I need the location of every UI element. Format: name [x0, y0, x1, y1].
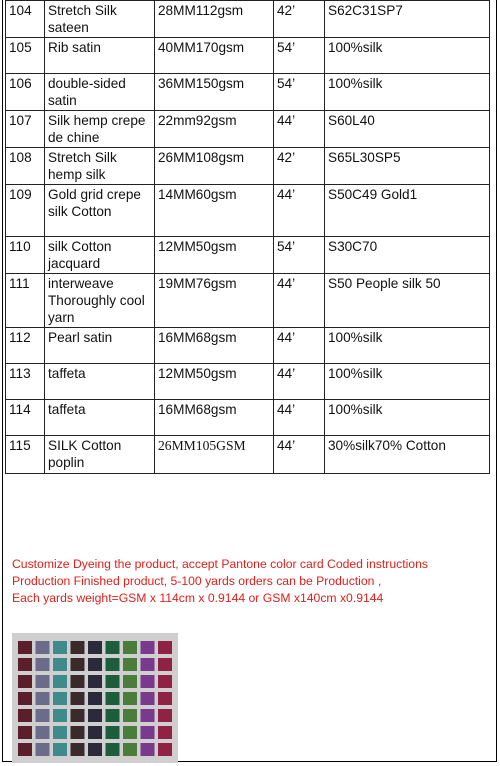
fabric-swatch — [53, 726, 67, 739]
composition-cell: 100%silk — [325, 364, 490, 400]
composition-cell: 100%silk — [325, 38, 490, 74]
fabric-swatch — [158, 709, 172, 722]
fabric-name-cell: interweave Thoroughly cool yarn — [45, 274, 155, 328]
fabric-spec-table — [5, 0, 490, 474]
fabric-swatch — [106, 692, 120, 705]
item-number-cell: 111 — [6, 274, 45, 328]
composition-cell: S50 People silk 50 — [325, 274, 490, 328]
fabric-swatch — [141, 726, 155, 739]
weight-cell: 14MM60gsm — [155, 185, 274, 237]
fabric-swatch — [88, 743, 102, 756]
fabric-swatch — [71, 743, 85, 756]
item-number-cell: 108 — [6, 148, 45, 185]
width-cell: 44’ — [274, 274, 325, 328]
fabric-swatch — [106, 743, 120, 756]
weight-cell: 16MM68gsm — [155, 328, 274, 364]
fabric-swatch — [141, 743, 155, 756]
fabric-swatch — [71, 675, 85, 688]
fabric-swatch — [88, 726, 102, 739]
weight-cell: 16MM68gsm — [155, 400, 274, 436]
fabric-name-cell: double-sided satin — [45, 74, 155, 111]
composition-cell: 100%silk — [325, 74, 490, 111]
item-number-cell: 106 — [6, 74, 45, 111]
table-row — [6, 38, 490, 74]
table-row — [6, 111, 490, 148]
table-row — [6, 148, 490, 185]
fabric-swatch — [53, 675, 67, 688]
fabric-swatch — [158, 675, 172, 688]
table-row — [6, 1, 490, 38]
composition-cell: S30C70 — [325, 237, 490, 274]
table-row — [6, 185, 490, 237]
item-number-cell: 104 — [6, 1, 45, 38]
fabric-name-cell: Gold grid crepe silk Cotton — [45, 185, 155, 237]
weight-cell: 12MM50gsm — [155, 237, 274, 274]
table-row — [6, 400, 490, 436]
fabric-swatch — [141, 709, 155, 722]
fabric-swatch — [123, 709, 137, 722]
width-cell: 42’ — [274, 148, 325, 185]
fabric-swatch — [88, 692, 102, 705]
fabric-swatch — [53, 743, 67, 756]
item-number-cell: 105 — [6, 38, 45, 74]
item-number-cell: 114 — [6, 400, 45, 436]
fabric-swatch — [88, 658, 102, 671]
width-cell: 44’ — [274, 436, 325, 474]
composition-cell: 30%silk70% Cotton — [325, 436, 490, 474]
width-cell: 54’ — [274, 237, 325, 274]
table-row — [6, 328, 490, 364]
fabric-swatch — [123, 692, 137, 705]
fabric-name-cell: Silk hemp crepe de chine — [45, 111, 155, 148]
fabric-swatch — [158, 743, 172, 756]
fabric-swatch — [18, 641, 32, 654]
fabric-swatch — [18, 692, 32, 705]
fabric-swatch — [158, 641, 172, 654]
table-row — [6, 237, 490, 274]
note-line: Production Finished product, 5-100 yards orders can be Production , — [12, 574, 382, 588]
fabric-swatch — [106, 726, 120, 739]
weight-cell: 12MM50gsm — [155, 364, 274, 400]
fabric-swatch — [71, 692, 85, 705]
table-row — [6, 74, 490, 111]
note-line: Each yards weight=GSM x 114cm x 0.9144 or GSM x140cm x0.9144 — [12, 591, 384, 605]
width-cell: 42’ — [274, 1, 325, 38]
fabric-swatch — [36, 658, 50, 671]
fabric-swatch — [36, 709, 50, 722]
fabric-swatch — [141, 641, 155, 654]
color-swatch-photo — [12, 633, 178, 763]
item-number-cell: 113 — [6, 364, 45, 400]
composition-cell: 100%silk — [325, 328, 490, 364]
weight-cell: 22mm92gsm — [155, 111, 274, 148]
weight-cell: 26MM108gsm — [155, 148, 274, 185]
fabric-swatch — [141, 692, 155, 705]
fabric-swatch — [123, 743, 137, 756]
fabric-swatch — [106, 709, 120, 722]
fabric-swatch — [18, 658, 32, 671]
composition-cell: S62C31SP7 — [325, 1, 490, 38]
fabric-swatch — [106, 641, 120, 654]
fabric-swatch — [53, 658, 67, 671]
composition-cell: 100%silk — [325, 400, 490, 436]
fabric-swatch — [88, 641, 102, 654]
fabric-name-cell: taffeta — [45, 400, 155, 436]
fabric-swatch — [123, 641, 137, 654]
width-cell: 54’ — [274, 38, 325, 74]
fabric-swatch — [36, 743, 50, 756]
fabric-swatch — [71, 641, 85, 654]
fabric-name-cell: taffeta — [45, 364, 155, 400]
composition-cell: S65L30SP5 — [325, 148, 490, 185]
item-number-cell: 107 — [6, 111, 45, 148]
weight-cell: 28MM112gsm — [155, 1, 274, 38]
fabric-name-cell: Rib satin — [45, 38, 155, 74]
fabric-swatch — [123, 675, 137, 688]
width-cell: 44’ — [274, 400, 325, 436]
fabric-swatch — [123, 726, 137, 739]
item-number-cell: 109 — [6, 185, 45, 237]
table-row — [6, 364, 490, 400]
fabric-swatch — [106, 675, 120, 688]
item-number-cell: 112 — [6, 328, 45, 364]
table-row — [6, 274, 490, 328]
item-number-cell: 110 — [6, 237, 45, 274]
fabric-name-cell: SILK Cotton poplin — [45, 436, 155, 474]
fabric-name-cell: Stretch Silk sateen — [45, 1, 155, 38]
weight-cell: 36MM150gsm — [155, 74, 274, 111]
composition-cell: S60L40 — [325, 111, 490, 148]
note-line: Customize Dyeing the product, accept Pantone color card Coded instructions — [12, 557, 428, 571]
fabric-swatch — [53, 692, 67, 705]
fabric-swatch — [158, 692, 172, 705]
fabric-swatch — [141, 658, 155, 671]
fabric-swatch — [18, 726, 32, 739]
fabric-swatch — [36, 726, 50, 739]
width-cell: 54’ — [274, 74, 325, 111]
fabric-swatch — [36, 641, 50, 654]
item-number-cell: 115 — [6, 436, 45, 474]
order-notes — [12, 556, 492, 607]
weight-cell: 26MM105GSM — [155, 436, 274, 474]
weight-cell: 40MM170gsm — [155, 38, 274, 74]
width-cell: 44’ — [274, 364, 325, 400]
weight-cell: 19MM76gsm — [155, 274, 274, 328]
composition-cell: S50C49 Gold1 — [325, 185, 490, 237]
fabric-swatch — [123, 658, 137, 671]
fabric-swatch — [71, 726, 85, 739]
fabric-swatch — [18, 709, 32, 722]
fabric-swatch — [158, 658, 172, 671]
fabric-name-cell: Stretch Silk hemp silk — [45, 148, 155, 185]
fabric-swatch — [88, 675, 102, 688]
fabric-name-cell: silk Cotton jacquard — [45, 237, 155, 274]
fabric-name-cell: Pearl satin — [45, 328, 155, 364]
fabric-swatch — [71, 709, 85, 722]
width-cell: 44’ — [274, 328, 325, 364]
fabric-swatch — [36, 692, 50, 705]
fabric-swatch — [53, 641, 67, 654]
fabric-swatch — [71, 658, 85, 671]
table-row — [6, 436, 490, 474]
fabric-swatch — [53, 709, 67, 722]
fabric-swatch — [106, 658, 120, 671]
fabric-swatch — [88, 709, 102, 722]
fabric-swatch — [18, 743, 32, 756]
fabric-swatch — [18, 675, 32, 688]
fabric-swatch — [141, 675, 155, 688]
fabric-swatch — [158, 726, 172, 739]
width-cell: 44’ — [274, 185, 325, 237]
fabric-swatch — [36, 675, 50, 688]
width-cell: 44’ — [274, 111, 325, 148]
